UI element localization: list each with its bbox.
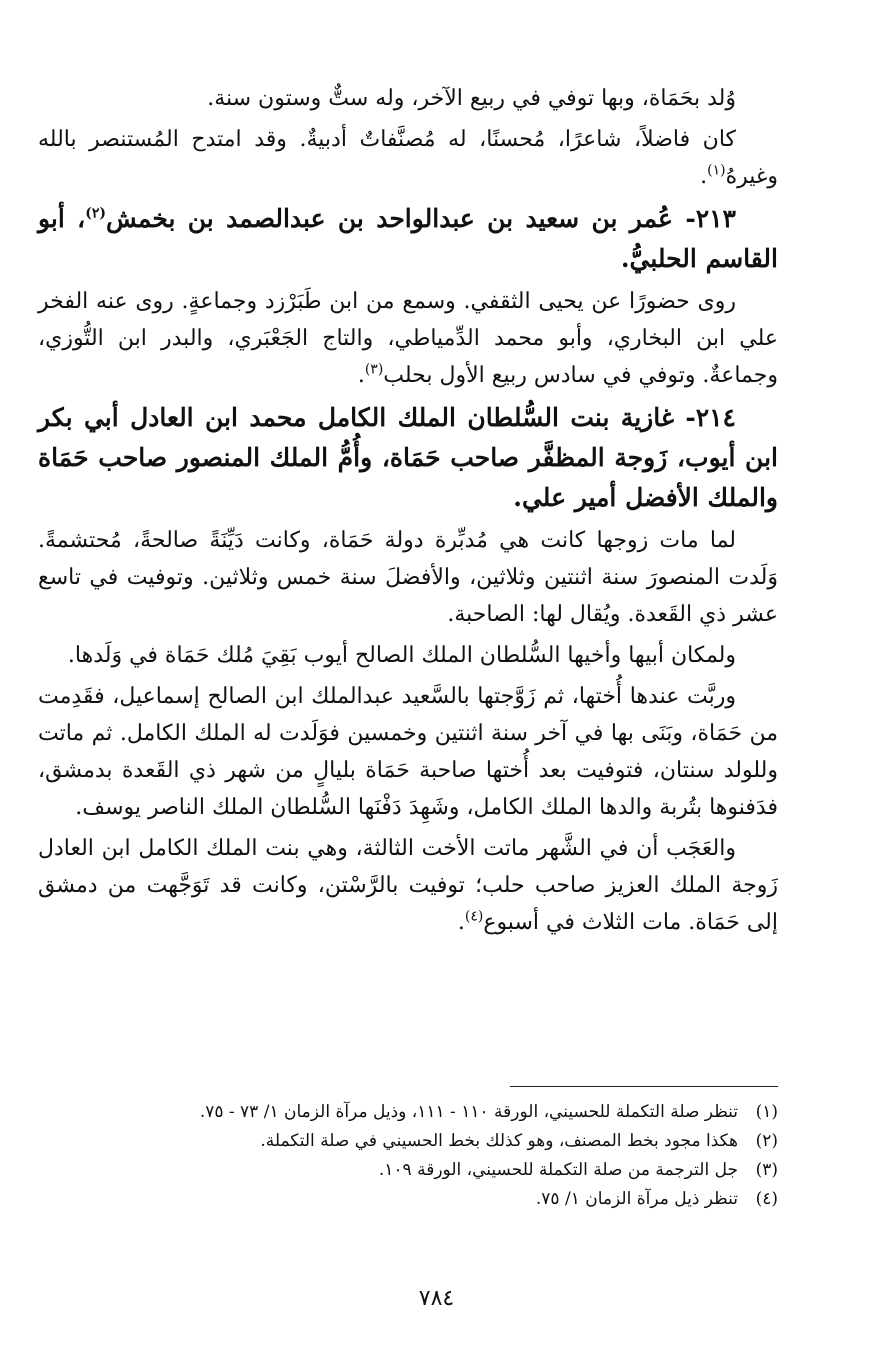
footnotes <box>118 1098 778 1214</box>
page-number: ٧٨٤ <box>418 1286 455 1311</box>
footnote-number: (١) <box>755 1102 778 1122</box>
paragraph-text: لما مات زوجها كانت هي مُدبِّرة دولة حَمَاة، وكانت دَيِّنَةً صالحةً، مُحتشمةً. وَلَدت المنصورَ سنة اثنتين وثلاثين، والأفضلَ سنة خمس وثلاثين. وتوفيت في تاسع عشر ذي القَعدة. ويُقال لها: الصاحبة. <box>38 528 778 627</box>
paragraph-biography <box>38 522 778 633</box>
paragraph-text: كان فاضلاً، شاعرًا، مُحسنًا، له مُصنَّفاتٌ أدبيةٌ. وقد امتدح المُستنصر بالله وغيرهُ <box>38 127 778 189</box>
entry-heading-213 <box>38 199 778 279</box>
entry-title-end: ، أبو القاسم الحلبيُّ. <box>38 204 778 273</box>
footnote-item <box>118 1098 778 1127</box>
paragraph-end: . <box>357 363 365 388</box>
main-text <box>38 80 778 945</box>
paragraph-narration <box>38 283 778 394</box>
paragraph-text: ولمكان أبيها وأخيها السُّلطان الملك الصالح أيوب بَقِيَ مُلك حَمَاة في وَلَدها. <box>67 643 736 668</box>
paragraph-text: وربَّت عندها أُختها، ثم زَوَّجتها بالسَّعيد عبدالملك ابن الصالح إسماعيل، فقَدِمت من حَمَاة، وبَنَى بها في آخر سنة اثنتين وخمسين فوَلَدت له الملك الكامل. ثم ماتت وللولد سنتان، فتوفيت بعد أُختها صاحبة حَمَاة بليالٍ من شهر ذي القَعدة بدمشق، فدَفنوها بتُربة والدها الملك الكامل، وشَهِدَ دَفْنَها السُّلطان الملك الناصر يوسف. <box>38 684 778 820</box>
paragraph-birth <box>38 80 778 117</box>
paragraph-end: . <box>700 164 708 189</box>
footnote-divider <box>510 1086 778 1087</box>
footnote-number: (٢) <box>755 1131 778 1151</box>
footnote-text: تنظر ذيل مرآة الزمان ١/ ٧٥. <box>535 1189 738 1209</box>
footnote-ref[interactable]: (٣) <box>364 361 384 378</box>
paragraph-end: . <box>457 910 465 935</box>
footnote-number: (٤) <box>755 1189 778 1209</box>
paragraph-rule <box>38 637 778 674</box>
footnote-item <box>118 1185 778 1214</box>
paragraph-text: والعَجَب أن في الشَّهر ماتت الأخت الثالثة، وهي بنت الملك الكامل ابن العادل زَوجة الملك العزيز صاحب حلب؛ توفيت بالرَّسْتن، وكانت قد تَوَجَّهت من دمشق إلى حَمَاة. مات الثلاث في أسبوع <box>38 836 778 935</box>
paragraph-sister <box>38 678 778 826</box>
entry-heading-214 <box>38 398 778 518</box>
paragraph-third-sister <box>38 830 778 941</box>
entry-title: ٢١٤- غازية بنت السُّلطان الملك الكامل محمد ابن العادل أبي بكر ابن أيوب، زَوجة المظفَّر صاحب حَمَاة، وأُمُّ الملك المنصور صاحب حَمَاة والملك الأفضل أمير علي. <box>38 403 778 512</box>
footnote-item <box>118 1156 778 1185</box>
entry-title: ٢١٣- عُمر بن سعيد بن عبدالواحد بن عبدالصمد بن بخمش <box>106 204 736 233</box>
footnote-item <box>118 1127 778 1156</box>
paragraph-text: وُلد بحَمَاة، وبها توفي في ربيع الآخر، وله ستٌّ وستون سنة. <box>207 86 736 111</box>
footnote-number: (٣) <box>755 1160 778 1180</box>
footnote-text: تنظر صلة التكملة للحسيني، الورقة ١١٠ - ١١١، وذيل مرآة الزمان ١/ ٧٣ - ٧٥. <box>199 1102 738 1122</box>
footnote-text: هكذا مجود بخط المصنف، وهو كذلك بخط الحسيني في صلة التكملة. <box>260 1131 738 1151</box>
footnote-ref[interactable]: (١) <box>707 162 726 179</box>
footnote-ref[interactable]: (٤) <box>464 908 484 925</box>
footnote-text: جل الترجمة من صلة التكملة للحسيني، الورقة ١٠٩. <box>378 1160 738 1180</box>
paragraph-text: روى حضورًا عن يحيى الثقفي. وسمع من ابن طَبَرْزد وجماعةٍ. روى عنه الفخر علي ابن البخاري، وأبو محمد الدِّمياطي، والتاج الجَعْبَري، والبدر ابن التُّوزي، وجماعةٌ. وتوفي في سادس ربيع الأول بحلب <box>38 289 778 388</box>
footnote-ref[interactable]: (٢) <box>85 205 107 222</box>
paragraph-description <box>38 121 778 195</box>
